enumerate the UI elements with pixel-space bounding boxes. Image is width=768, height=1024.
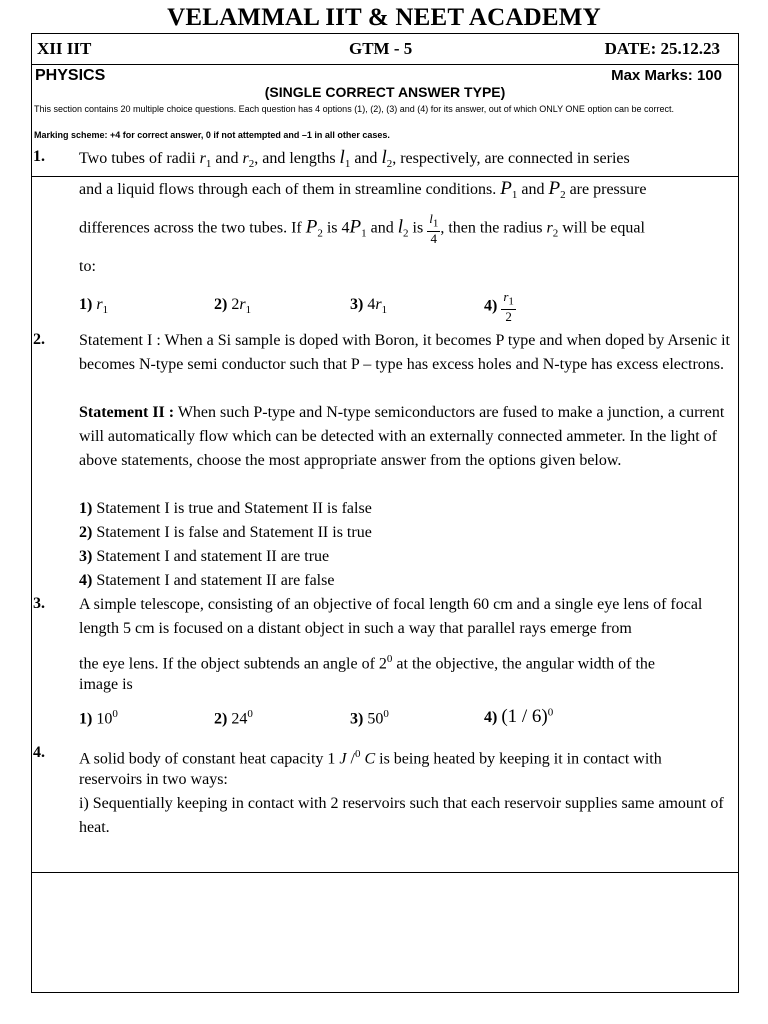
q4-line3: i) Sequentially keeping in contact with 2 reservoirs such that each reservoir supplies same amount of heat. xyxy=(79,795,724,836)
q4-number: 4. xyxy=(33,744,45,761)
q4-line2: reservoirs in two ways: xyxy=(79,771,228,788)
q1-line4: to: xyxy=(79,258,96,275)
marking-scheme: Marking scheme: +4 for correct answer, 0 if not attempted and –1 in all other cases. xyxy=(34,130,390,140)
q3-option-4[interactable]: 4) (1 / 6)$^0$ xyxy=(484,706,554,727)
q3-option-1[interactable]: 1) $10^0$ xyxy=(79,708,118,728)
q3-line3: image is xyxy=(79,676,133,693)
q1-option-4[interactable]: 4) $\frac{r_1}{2}$ xyxy=(484,289,514,324)
q1-option-2[interactable]: 2) $2r_1$ xyxy=(214,296,252,317)
section-instruction: This section contains 20 multiple choice questions. Each question has 4 options (1), (2), (3) and (4) for its answer, out of which ONLY ONE option can be correct. xyxy=(34,104,674,114)
q4-line1: A solid body of constant heat capacity 1 J /$^0$ C is being heated by keeping it in contact with xyxy=(79,748,662,768)
q3-option-2[interactable]: 2) $24^0$ xyxy=(214,708,253,728)
subject-name: PHYSICS xyxy=(35,67,106,84)
q1-number: 1. xyxy=(33,148,45,165)
q3-line1: A simple telescope, consisting of an objective of focal length 60 cm and a single eye lens of focal length 5 cm is focused on a distant object in such a way that parallel rays emerge from xyxy=(79,596,703,637)
q2-number: 2. xyxy=(33,331,45,348)
max-marks: Max Marks: 100 xyxy=(611,67,722,84)
q3-number: 3. xyxy=(33,595,45,612)
q1-line2: and a liquid flows through each of them in streamline conditions. $P_1$ and $P_2$ are pressure xyxy=(79,178,647,202)
academy-title: VELAMMAL IIT & NEET ACADEMY xyxy=(167,4,601,31)
q2-option-4[interactable]: 4) Statement I and statement II are false xyxy=(79,572,335,589)
class-label: XII IIT xyxy=(37,39,92,58)
bottom-divider xyxy=(32,872,738,873)
q1-option-1[interactable]: 1) $r_1$ xyxy=(79,296,109,317)
section-type: (SINGLE CORRECT ANSWER TYPE) xyxy=(264,84,506,100)
q1-option-3[interactable]: 3) $4r_1$ xyxy=(350,296,388,317)
q2-option-3[interactable]: 3) Statement I and statement II are true xyxy=(79,548,330,565)
q1-line1: Two tubes of radii $r_1$ and $r_2$, and lengths $l_1$ and $l_2$, respectively, are connected in series xyxy=(79,147,630,171)
q3-line2: the eye lens. If the object subtends an angle of $2^0$ at the objective, the angular width of the xyxy=(79,653,655,673)
q2-option-2[interactable]: 2) Statement I is false and Statement II is true xyxy=(79,524,372,541)
date-label: DATE: 25.12.23 xyxy=(604,39,720,58)
test-label: GTM - 5 xyxy=(349,39,413,58)
q3-option-3[interactable]: 3) $50^0$ xyxy=(350,708,389,728)
q2-statement-1: Statement I : When a Si sample is doped with Boron, it becomes P type and when doped by Arsenic it becomes N-type semi conductor such that P – type has excess holes and N-type has excess electrons. xyxy=(79,332,730,373)
paper-header xyxy=(32,34,738,65)
q2-option-1[interactable]: 1) Statement I is true and Statement II is false xyxy=(79,500,372,517)
q2-statement-2: Statement II : When such P-type and N-type semiconductors are fused to make a junction, a current will automatically flow which can be detected with an externally connected ammeter. In the light of above statements, choose the most appropriate answer from the options given below. xyxy=(79,404,725,469)
q1-line3: differences across the two tubes. If $P_2$ is $4P_1$ and $l_2$ is $\frac{l_1}{4}$ , then the radius $r_2$ will be equal xyxy=(79,211,645,246)
